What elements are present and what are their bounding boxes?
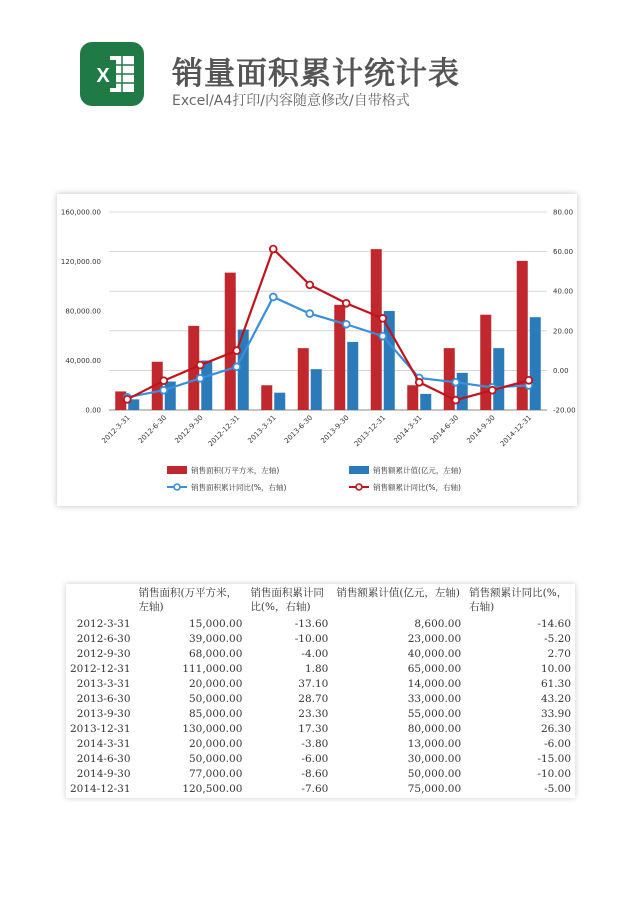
line-point: [379, 315, 386, 322]
table-cell: 130,000.00: [182, 722, 243, 735]
bar: [225, 273, 236, 410]
table-cell: 111,000.00: [182, 662, 243, 675]
table-cell: -7.60: [301, 782, 329, 795]
table-date-cell: 2014-3-31: [76, 737, 131, 750]
table-cell: 43.20: [540, 692, 571, 705]
table-cell: -14.60: [537, 617, 571, 630]
table-cell: 26.30: [540, 722, 571, 735]
bar: [371, 249, 382, 410]
bar: [261, 385, 272, 410]
left-axis-tick: 160,000.00: [60, 208, 101, 217]
header: [80, 42, 600, 112]
legend-swatch: [349, 466, 369, 474]
right-axis-tick: 80.00: [553, 208, 574, 217]
line-series: [124, 246, 532, 404]
table-cell: 23,000.00: [407, 632, 462, 645]
table-cell: 120,500.00: [182, 782, 243, 795]
line-point: [160, 377, 167, 384]
table-cell: 85,000.00: [188, 707, 243, 720]
right-axis-tick: 40.00: [553, 287, 574, 296]
line-point: [416, 379, 423, 386]
line-point: [525, 377, 532, 384]
legend-label: 销售面积(万平方米，左轴): [191, 466, 280, 475]
table-cell: 39,000.00: [188, 632, 243, 645]
bar: [480, 315, 491, 410]
table-cell: -13.60: [294, 617, 329, 630]
table-cell: -5.00: [544, 782, 571, 795]
bar: [407, 385, 418, 410]
legend-label: 销售额累计同比(%，右轴): [373, 483, 461, 492]
x-axis-label: 2014-6-30: [428, 413, 461, 446]
table-row: [66, 721, 575, 736]
table-header-cell: [66, 584, 135, 616]
table-date-cell: 2014-9-30: [76, 767, 131, 780]
table-date-cell: 2013-12-31: [70, 722, 131, 735]
line-point: [379, 333, 386, 340]
page-title: 销量面积累计统计表: [172, 56, 460, 92]
legend-marker: [174, 484, 180, 490]
table-cell: -10.00: [537, 767, 571, 780]
table-cell: -6.00: [301, 752, 329, 765]
x-axis-label: 2012-12-31: [206, 413, 242, 449]
right-axis-tick: 20.00: [553, 327, 574, 336]
line-point: [233, 347, 240, 354]
left-axis-ticks: [61, 209, 101, 415]
table-cell: 23.30: [298, 707, 329, 720]
x-axis-label: 2012-3-31: [100, 413, 132, 446]
x-axis-label: 2013-6-30: [282, 413, 315, 446]
bar: [457, 373, 468, 410]
table-date-cell: 2012-12-31: [70, 662, 131, 675]
table-cell: 10.00: [540, 662, 571, 675]
x-axis-label: 2013-3-31: [246, 413, 278, 446]
table-row: [66, 616, 575, 631]
table-cell: -4.00: [301, 647, 329, 660]
line-point: [197, 375, 204, 382]
left-axis-tick: 80,000.00: [65, 307, 101, 316]
bar: [311, 369, 322, 410]
table-cell: -8.60: [301, 767, 329, 780]
legend-label: 销售面积累计同比(%，右轴): [191, 483, 287, 492]
table-row: [66, 646, 575, 661]
left-axis-tick: 0.00: [85, 406, 101, 415]
left-axis-tick: 120,000.00: [60, 258, 101, 266]
line-point: [306, 310, 313, 317]
table-header-row: [66, 584, 575, 616]
table-cell: 33,000.00: [407, 692, 462, 705]
table-cell: 50,000.00: [188, 692, 243, 705]
line-point: [343, 321, 350, 328]
table-cell: 15,000.00: [188, 617, 243, 630]
series-line: [127, 249, 529, 400]
series-line: [127, 297, 529, 397]
table-row: [66, 736, 575, 751]
legend-label: 销售额累计值(亿元，左轴): [373, 466, 462, 475]
table-cell: -3.80: [301, 737, 329, 750]
table-cell: 68,000.00: [188, 647, 243, 660]
table-date-cell: 2012-9-30: [76, 647, 131, 660]
table-date-cell: 2013-9-30: [76, 707, 131, 720]
table-cell: 40,000.00: [407, 647, 462, 660]
excel-logo-icon: [80, 42, 144, 106]
table-header-cell: 销售额累计值(亿元，左轴): [336, 587, 461, 599]
chart-legend: [167, 465, 461, 493]
combo-chart: [57, 194, 577, 506]
table-header-cell: 销售额累计同比(%，右轴): [469, 587, 568, 613]
table-date-cell: 2012-6-30: [76, 632, 131, 645]
x-axis-label: 2013-12-31: [352, 413, 388, 449]
x-axis-label: 2012-6-30: [136, 413, 169, 446]
table-header-cell: 销售面积(万平方米，左轴): [138, 587, 238, 613]
line-point: [197, 362, 204, 369]
left-axis-tick: 40,000.00: [65, 357, 101, 365]
table-date-cell: 2014-6-30: [76, 752, 131, 765]
line-point: [489, 387, 496, 394]
table-date-cell: 2014-12-31: [70, 782, 131, 795]
table-date-cell: 2013-6-30: [76, 692, 131, 705]
table-date-cell: 2013-3-31: [76, 677, 131, 690]
table-cell: -6.00: [544, 737, 571, 750]
bar: [493, 348, 504, 410]
table-row: [66, 631, 575, 646]
x-axis-label: 2013-9-30: [319, 413, 351, 446]
table-date-cell: 2012-3-31: [76, 617, 131, 630]
table-cell: 50,000.00: [407, 767, 462, 780]
bar: [347, 342, 358, 410]
x-axis-labels: [100, 414, 533, 448]
table-row: [66, 781, 575, 796]
line-point: [233, 363, 240, 370]
table-header-cell: 销售面积累计同比(%，右轴): [250, 587, 324, 613]
right-axis-ticks: [553, 209, 576, 415]
legend-marker: [356, 484, 362, 490]
table-row: [66, 661, 575, 676]
table-cell: 61.30: [540, 677, 571, 690]
bar: [384, 311, 395, 410]
bar: [530, 317, 541, 410]
logo-letter: X: [96, 65, 110, 87]
line-point: [452, 397, 459, 404]
line-point: [343, 300, 350, 307]
table-cell: -5.20: [544, 632, 571, 645]
table-row: [66, 676, 575, 691]
x-axis-label: 2014-12-31: [498, 413, 534, 449]
right-axis-tick: 60.00: [553, 248, 574, 257]
right-axis-tick: 0.00: [553, 366, 569, 375]
bar: [420, 394, 431, 410]
x-axis-label: 2014-3-31: [392, 413, 424, 446]
line-point: [270, 246, 277, 253]
table-cell: 33.90: [540, 707, 571, 720]
table-cell: 8,600.00: [414, 617, 462, 630]
table-cell: 77,000.00: [188, 767, 243, 780]
table-cell: 55,000.00: [407, 707, 462, 720]
table-cell: 20,000.00: [188, 677, 243, 690]
table-cell: 65,000.00: [407, 662, 462, 675]
table-cell: 2.70: [547, 647, 571, 660]
table-cell: 80,000.00: [407, 722, 462, 735]
legend-swatch: [167, 466, 187, 474]
page-subtitle: Excel/A4打印/内容随意修改/自带格式: [172, 93, 410, 109]
table-cell: 75,000.00: [407, 782, 462, 795]
line-point: [124, 396, 131, 403]
table-cell: 17.30: [298, 722, 329, 735]
x-axis-label: 2014-9-30: [465, 413, 497, 446]
right-axis-tick: -20.00: [553, 406, 576, 415]
line-point: [270, 294, 277, 301]
x-axis-label: 2012-9-30: [173, 413, 205, 446]
data-table-card: [66, 584, 575, 798]
table-cell: 13,000.00: [407, 737, 462, 750]
table-cell: -10.00: [294, 632, 329, 645]
bar: [298, 348, 309, 410]
table-row: [66, 766, 575, 781]
table-row: [66, 751, 575, 766]
table-cell: 20,000.00: [188, 737, 243, 750]
table-cell: -15.00: [537, 752, 571, 765]
table-cell: 1.80: [304, 662, 329, 675]
line-point: [160, 387, 167, 394]
line-point: [306, 281, 313, 288]
table-cell: 50,000.00: [188, 752, 243, 765]
table-row: [66, 706, 575, 721]
table-cell: 30,000.00: [407, 752, 462, 765]
table-cell: 14,000.00: [407, 677, 462, 690]
chart-card: [57, 194, 577, 506]
bar: [274, 393, 285, 410]
table-row: [66, 691, 575, 706]
line-point: [452, 379, 459, 386]
table-cell: 28.70: [298, 692, 329, 705]
table-cell: 37.10: [298, 677, 329, 690]
data-table: [66, 584, 575, 796]
